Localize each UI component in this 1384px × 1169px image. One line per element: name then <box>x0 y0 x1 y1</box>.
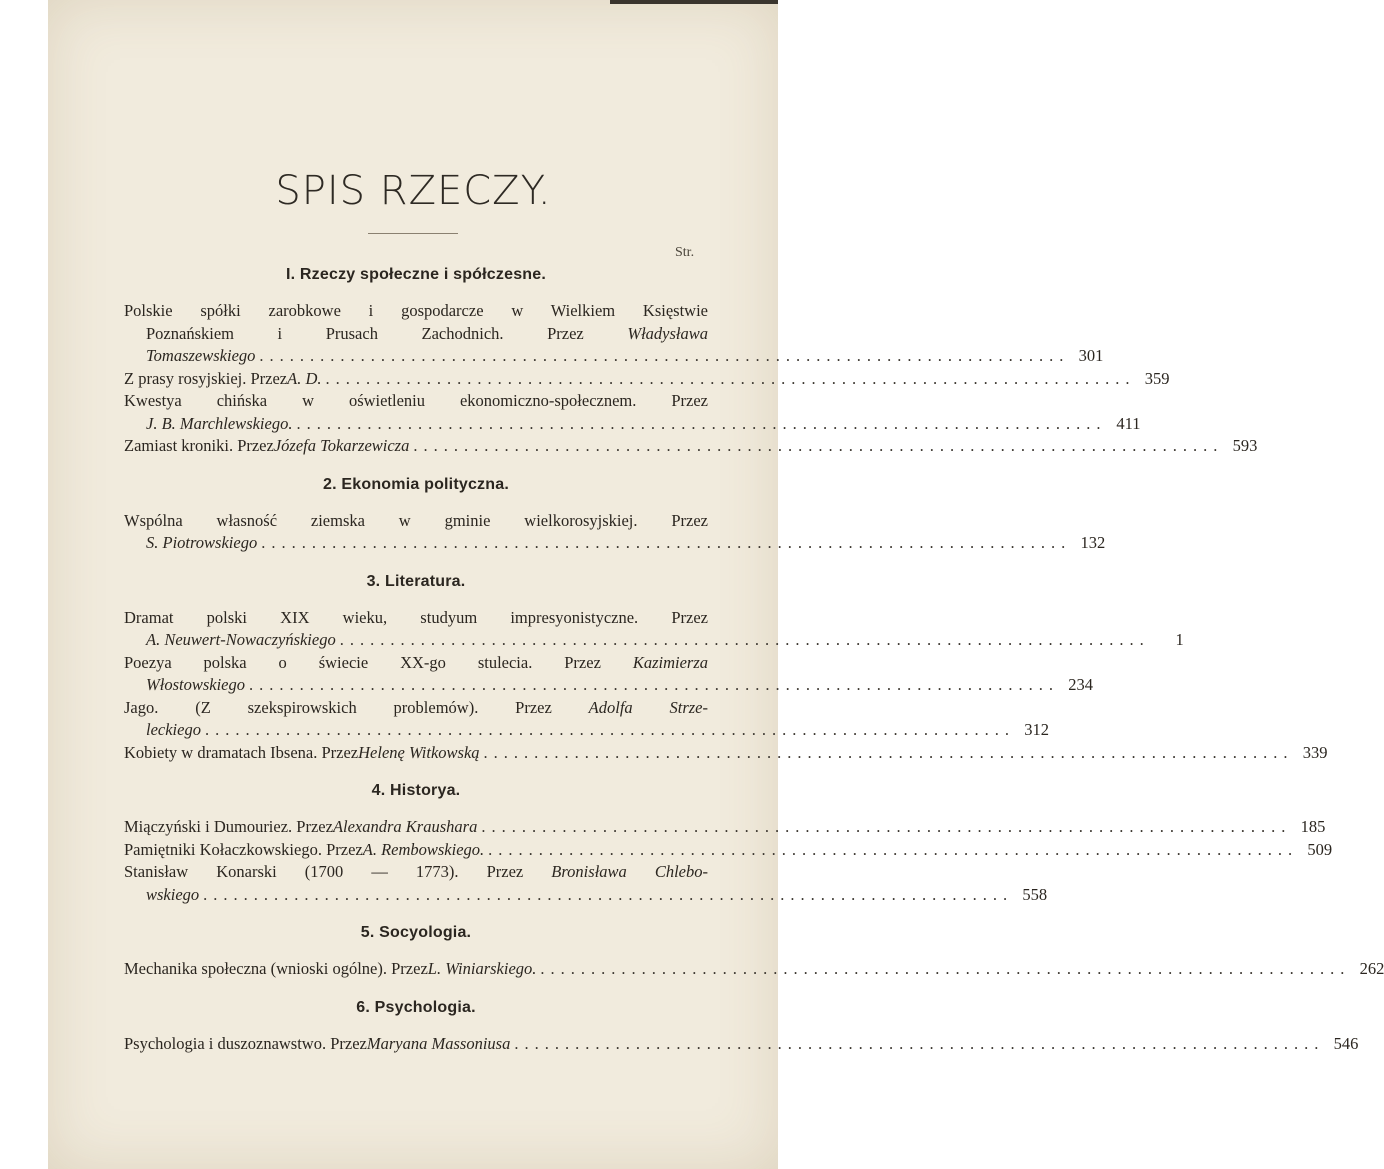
page-title: SPIS RZECZY. <box>275 168 552 214</box>
entry-text: Mechanika społeczna (wnioski ogólne). Przez <box>124 959 428 978</box>
entry-author: leckiego <box>146 720 201 739</box>
entry-author: A. Neuwert-Nowaczyńskiego <box>146 630 336 649</box>
leader-dots: ................................................................................ <box>481 817 1292 836</box>
leader-dots: ................................................................................ <box>203 884 1014 904</box>
leader-dots: ................................................................................ <box>540 959 1351 978</box>
entry-line <box>124 719 1049 742</box>
entry-author: Kazimierza <box>632 652 708 672</box>
page-number: 593 <box>1232 436 1258 455</box>
leader-dots: ................................................................................ <box>204 720 1015 739</box>
page-number: 185 <box>1300 817 1326 836</box>
toc-entry <box>124 652 1093 697</box>
entry-line <box>124 884 1048 907</box>
toc-entry <box>124 510 1106 555</box>
leader-dots: ................................................................................ <box>514 1033 1325 1053</box>
entry-line <box>124 816 1326 839</box>
entry-text: Pamiętniki Kołaczkowskiego. Przez <box>124 839 363 859</box>
toc-entry <box>124 1033 1359 1056</box>
entry-text: Kobiety w dramatach Ibsena. Przez <box>124 742 359 762</box>
entry-text: Psychologia i duszoznawstwo. Przez <box>124 1033 367 1053</box>
entry-text: Z prasy rosyjskiej. Przez <box>124 368 288 388</box>
entry-author: Maryana Massoniusa <box>366 1033 511 1053</box>
leader-dots: ................................................................................ <box>325 368 1136 388</box>
leader-dots: ................................................................................ <box>261 533 1072 552</box>
leader-dots: ................................................................................ <box>488 839 1299 859</box>
entry-line: Polskie spółki zarobkowe i gospodarcze w Wielkiem Księstwie <box>124 301 708 320</box>
entry-line <box>124 323 708 346</box>
entry-line <box>124 958 1384 981</box>
entry-author: Helenę Witkowską <box>358 742 480 762</box>
entry-line <box>124 839 1333 862</box>
leader-dots: ................................................................................ <box>413 436 1224 455</box>
leader-dots: ................................................................................ <box>249 675 1059 694</box>
entry-author: Władysława <box>627 323 708 343</box>
page-number: 234 <box>1068 675 1093 694</box>
page-number: 411 <box>1116 413 1141 433</box>
toc-entry <box>124 607 1184 652</box>
entry-author: L. Winiarskiego. <box>427 959 537 978</box>
section-heading: 4. Historya. <box>371 782 461 799</box>
entry-author: A. Rembowskiego. <box>362 839 485 859</box>
entry-line <box>124 652 708 675</box>
entry-line <box>124 532 1106 555</box>
page-number: 132 <box>1080 533 1106 552</box>
leader-dots: ................................................................................ <box>339 630 1150 649</box>
entry-line <box>124 697 708 720</box>
entry-line: Wspólna własność ziemska w gminie wielkorosyjskiej. Przez <box>124 510 708 530</box>
toc-entry <box>124 368 1170 391</box>
entry-author: Tomaszewskiego <box>146 346 256 365</box>
entry-author: Alexandra Kraushara <box>332 817 478 836</box>
entry-text: Miączyński i Dumouriez. Przez <box>124 817 333 836</box>
page-column-label: Str. <box>675 245 695 260</box>
toc-entry <box>124 839 1333 862</box>
entry-line <box>124 1033 1359 1056</box>
entry-line <box>124 674 1093 697</box>
entry-author: J. B. Marchlewskiego. <box>146 413 293 433</box>
toc-entry <box>124 697 1049 742</box>
toc-entry <box>124 958 1384 981</box>
page-number: 1 <box>1175 630 1184 649</box>
title-divider <box>368 233 458 234</box>
entry-author: wskiego <box>146 884 200 904</box>
entry-author: Bronisława Chlebo- <box>551 862 708 881</box>
entry-author: Włostowskiego <box>146 675 245 694</box>
entry-line <box>124 413 1141 436</box>
entry-text: Jago. (Z szekspirowskich problemów). Przez <box>124 697 589 717</box>
page-number: 339 <box>1302 742 1328 762</box>
table-of-contents <box>124 258 1384 1055</box>
entry-text: Zamiast kroniki. Przez <box>124 436 274 455</box>
toc-entry <box>124 861 1048 906</box>
page-number: 312 <box>1024 720 1049 739</box>
entry-line <box>124 345 1104 368</box>
page-number: 546 <box>1333 1033 1359 1053</box>
toc-entry <box>124 390 1141 435</box>
entry-line: Kwestya chińska w oświetleniu ekonomiczno-społecznem. Przez <box>124 391 708 410</box>
entry-line <box>124 368 1170 391</box>
section-heading: 2. Ekonomia polityczna. <box>323 475 509 493</box>
page-number: 558 <box>1022 884 1048 904</box>
leader-dots: ................................................................................ <box>483 742 1294 762</box>
section-heading: 6. Psychologia. <box>356 998 476 1016</box>
entry-author: S. Piotrowskiego <box>146 533 258 552</box>
entry-author: Józefa Tokarzewicza <box>273 436 410 455</box>
toc-entry <box>124 435 1258 458</box>
leader-dots: ................................................................................ <box>259 346 1070 365</box>
toc-entry <box>124 300 1104 368</box>
entry-line <box>124 861 708 884</box>
entry-text: Poznańskiem i Prusach Zachodnich. Przez <box>146 323 628 343</box>
page-number: 301 <box>1078 346 1104 365</box>
leader-dots: ................................................................................ <box>296 413 1107 433</box>
page-number: 509 <box>1307 839 1333 859</box>
page-number: 262 <box>1359 959 1384 978</box>
section-heading: 5. Socyologia. <box>360 924 472 941</box>
entry-text: Poezya polska o świecie XX-go stulecia. Przez <box>124 652 633 672</box>
toc-entry <box>124 742 1328 765</box>
page-number: 359 <box>1144 368 1170 388</box>
section-heading: 3. Literatura. <box>366 572 466 590</box>
page-edge <box>610 0 778 4</box>
entry-text: Stanisław Konarski (1700 — 1773). Przez <box>124 862 552 881</box>
entry-author: A. D. <box>287 368 322 388</box>
entry-line <box>124 629 1184 652</box>
entry-author: Adolfa Strze- <box>588 697 708 717</box>
entry-line: Dramat polski XIX wieku, studyum impresyonistyczne. Przez <box>124 607 708 627</box>
entry-line <box>124 742 1328 765</box>
entry-line <box>124 435 1258 458</box>
toc-entry <box>124 816 1326 839</box>
section-heading: I. Rzeczy społeczne i spółczesne. <box>285 266 547 283</box>
